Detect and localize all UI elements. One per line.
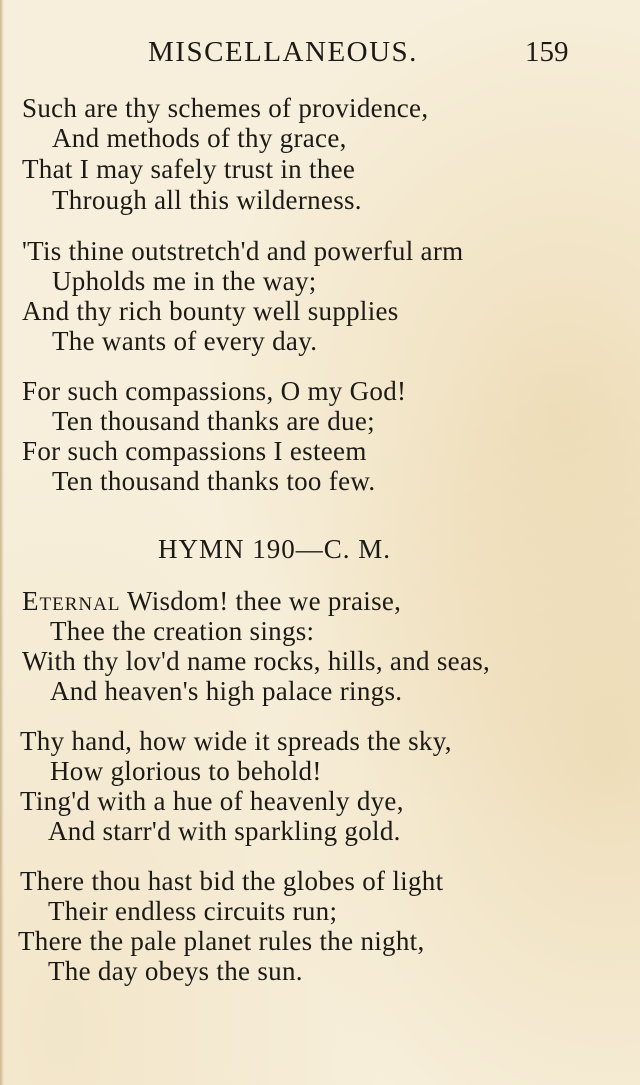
verse-line: Thy hand, how wide it spreads the sky,: [20, 726, 452, 756]
verse-line: For such compassions I esteem: [22, 436, 367, 466]
verse-line: Ten thousand thanks too few.: [52, 466, 376, 496]
verse-line: And starr'd with sparkling gold.: [48, 816, 401, 846]
verse-line: Thee the creation sings:: [50, 616, 315, 646]
opening-word: Eternal: [22, 586, 121, 616]
verse-line: With thy lov'd name rocks, hills, and seas,: [22, 646, 491, 676]
page-number: 159: [525, 36, 569, 68]
verse-line: That I may safely trust in thee: [22, 154, 356, 184]
verse-line: Ting'd with a hue of heavenly dye,: [20, 786, 404, 816]
verse-line: 'Tis thine outstretch'd and powerful arm: [22, 236, 464, 266]
verse-line: Such are thy schemes of providence,: [22, 93, 429, 123]
verse-line-first: [22, 585, 401, 617]
verse-line: And thy rich bounty well supplies: [22, 296, 399, 326]
page-edge: [0, 0, 4, 1085]
verse-line: Ten thousand thanks are due;: [52, 406, 375, 436]
verse-line: The day obeys the sun.: [48, 956, 303, 986]
verse-line: The wants of every day.: [52, 326, 318, 356]
verse-line: How glorious to behold!: [50, 756, 322, 786]
running-header: MISCELLANEOUS.: [148, 36, 418, 68]
verse-line: And heaven's high palace rings.: [50, 676, 403, 706]
hymn-title: HYMN 190—C. M.: [158, 534, 392, 564]
verse-line: And methods of thy grace,: [52, 123, 347, 153]
verse-line: For such compassions, O my God!: [22, 376, 407, 406]
verse-line: Their endless circuits run;: [48, 896, 338, 926]
verse-line: Through all this wilderness.: [52, 185, 362, 215]
opening-line-rest: Wisdom! thee we praise,: [120, 586, 402, 616]
verse-line: There thou hast bid the globes of light: [20, 866, 444, 896]
verse-line: There the pale planet rules the night,: [18, 926, 425, 956]
verse-line: Upholds me in the way;: [52, 266, 317, 296]
